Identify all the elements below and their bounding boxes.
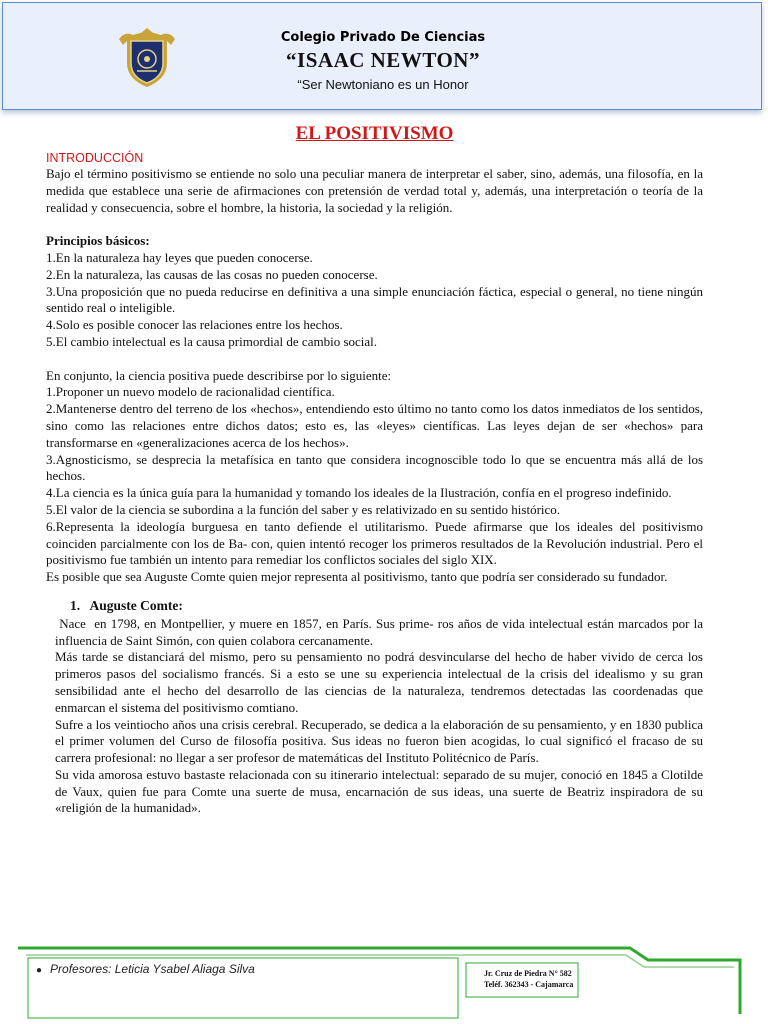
comte-paragraph: Su vida amorosa estuvo bastaste relacionada con su itinerario intelectual: separado de su mujer, conoció en 1845 a Clotilde de Vaux, quien fue para Comte una suerte de musa, encarnación de sus ideas, una suerte de Beatriz inspiradora de su «religión de la humanidad».	[55, 766, 703, 816]
professor-name: Profesores: Leticia Ysabel Aliaga Silva	[50, 962, 255, 976]
comte-paragraph: Sufre a los veintiocho años una crisis cerebral. Recuperado, se dedica a la elaboración de su pensamiento, y en 1830 publica el primer volumen del Curso de filosofía positiva. Sus ideas no fueron bien acogidas, lo cual significó el fracaso de su carrera profesional: no llegar a ser profesor de matemáticas del Instituto Politécnico de París.	[55, 716, 703, 766]
address-line: Jr. Cruz de Piedra N° 582	[484, 969, 572, 978]
phone-line: Teléf. 362343 - Cajamarca	[484, 980, 574, 989]
principles-heading: Principios básicos:	[46, 233, 150, 249]
school-motto: “Ser Newtoniano es un Honor	[297, 77, 469, 92]
comte-paragraph: Más tarde se distanciará del mismo, pero su pensamiento no podrá desvincularse del hecho de haber vivido de cerca los primeros pasos del socialismo francés. Si a esto se une su experiencia intelectual de la crisis del idealismo y su gran sensibilidad ante el hecho del desarrollo de las ciencias de la naturaleza, tendremos detectadas las coordenadas que enmarcan el sistema del positivismo comtiano.	[55, 649, 703, 715]
science-point: 5.El valor de la ciencia se subordina a la función del saber y es relativizado en su sentido histórico.	[46, 501, 561, 517]
science-point: 2.Mantenerse dentro del terreno de los «hechos», entendiendo esto último no tanto como los datos inmediatos de los sentidos, sino como las relaciones entre dichos datos; esto es, las «leyes» científicas. Las leyes dejan de ser «hechos» para transformarse en «generalizaciones acerca de los hechos».	[46, 401, 703, 450]
school-header	[2, 2, 762, 110]
school-type: Colegio Privado De Ciencias	[280, 30, 486, 45]
document-title: EL POSITIVISMO	[295, 123, 454, 144]
intro-label: INTRODUCCIÓN	[46, 151, 144, 165]
school-name: “ISAAC NEWTON”	[286, 48, 480, 72]
document-body	[46, 118, 707, 817]
science-intro: En conjunto, la ciencia positiva puede describirse por lo siguiente:	[46, 367, 392, 383]
principle-item: 1.En la naturaleza hay leyes que pueden conocerse.	[46, 249, 313, 265]
science-point: 4.La ciencia es la única guía para la humanidad y tomando los ideales de la Ilustración, confía en el progreso indefinido.	[46, 485, 672, 501]
principle-item: 2.En la naturaleza, las causas de las cosas no pueden conocerse.	[46, 266, 378, 282]
comte-paragraph: Nace en 1798, en Montpellier, y muere en 1857, en París. Sus prime- ros años de vida intelectual están marcados por la influencia de Saint Simón, con quien colabora cercanamente.	[55, 615, 707, 648]
principle-item: 4.Solo es posible conocer las relaciones entre los hechos.	[46, 317, 343, 333]
intro-paragraph: Bajo el término positivismo se entiende no solo una peculiar manera de interpretar el saber, sino, además, una filosofía, en la medida que establece una serie de afirmaciones con pretensión de verdad total y, además, una interpretación o teoría de la realidad y consecuencia, sobre el hombre, la historia, la sociedad y la religión.	[46, 166, 703, 215]
principle-item: 5.El cambio intelectual es la causa primordial de cambio social.	[46, 333, 378, 349]
footer-professor	[36, 962, 255, 976]
footer-address	[484, 968, 573, 990]
section-heading-comte: 1. Auguste Comte:	[70, 597, 183, 613]
comte-note: Es posible que sea Auguste Comte quien mejor representa al positivismo, tanto que podría ser considerado su fundador.	[46, 569, 668, 585]
bullet-icon: ●	[36, 965, 43, 976]
science-point: 6.Representa la ideología burguesa en tanto defiende el utilitarismo. Puede afirmarse que los ideales del positivismo coinciden parcialmente con los de Ba- con, quien intentó recoger los primeros resultados de la Revolución industrial. Pero el positivismo fue también un intento para remediar los conflictos sociales del siglo XIX.	[46, 518, 703, 568]
principle-item: 3.Una proposición que no pueda reducirse en definitiva a una simple enunciación fáctica, especial o general, no tiene ningún sentido real o inteligible.	[46, 283, 703, 316]
science-point: 1.Proponer un nuevo modelo de racionalidad científica.	[46, 384, 335, 400]
science-point: 3.Agnosticismo, se desprecia la metafísica en tanto que considera incognoscible todo lo que se encuentra más allá de los hechos.	[46, 451, 703, 484]
